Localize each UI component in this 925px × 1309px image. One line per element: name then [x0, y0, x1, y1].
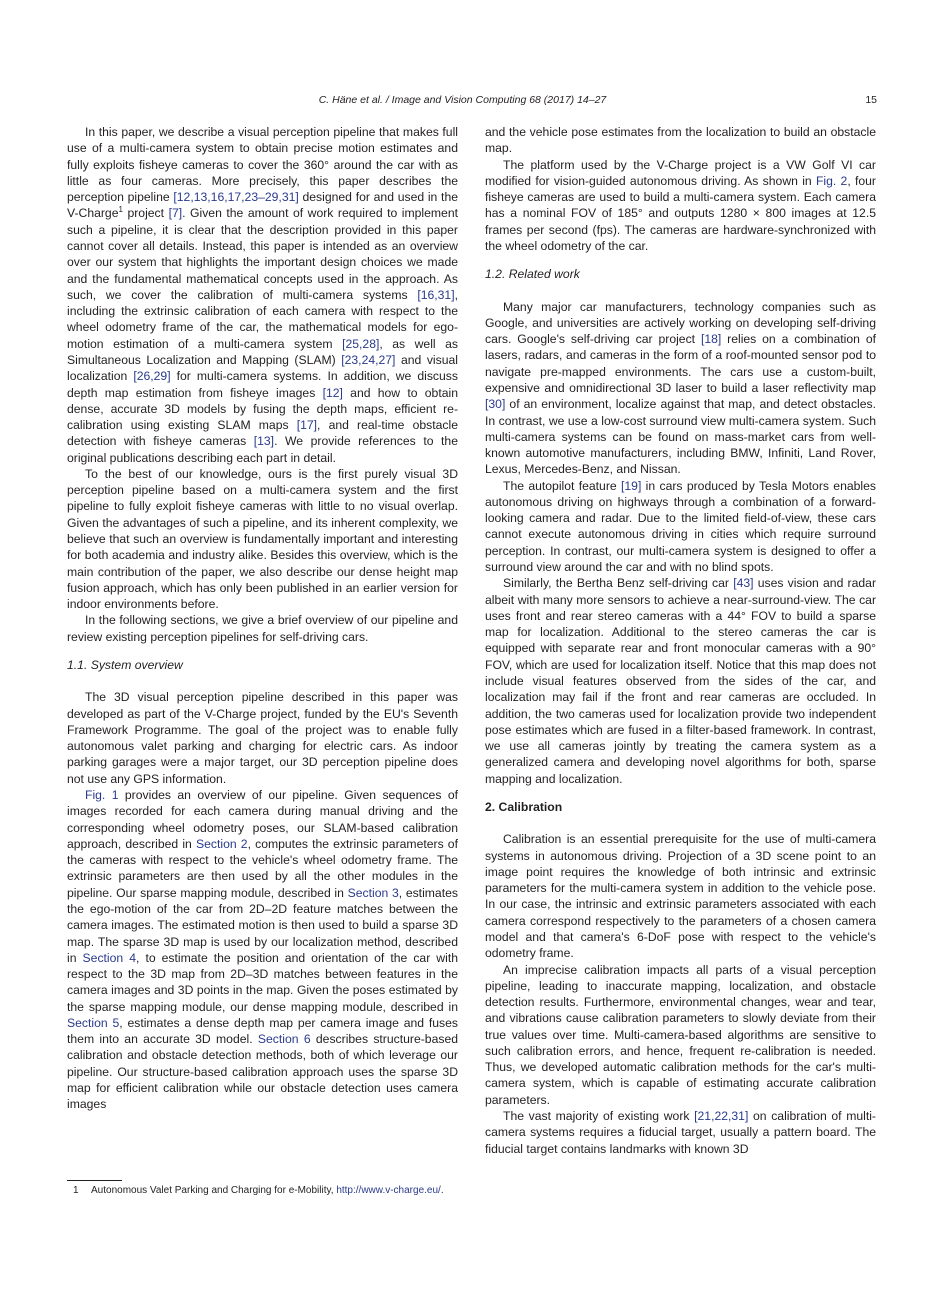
subsection-heading: 1.1. System overview	[67, 658, 183, 672]
paragraph: In this paper, we describe a visual perception pipeline that makes full use of a multi-camera system to obtain precise motion estimates and fully exploits fisheye cameras to cover the 360° around the car with as little as four cameras. More precisely, this paper describes the perception pipeline [12,13,16,17,23–29,31] designed for and used in the V-Charge$^1$ project [7]. Given the amount of work required to implement such a pipeline, it is clear that the description provided in this paper cannot cover all details. Instead, this paper is intended as an overview over our system that highlights the important design choices we made and the fundamental mathematical concepts used in the approach. As such, we cover the calibration of multi-camera systems [16,31], including the extrinsic calibration of each camera with respect to the wheel odometry frame of the car, the mathematical models for ego-motion estimation of a multi-camera system [25,28], as well as Simultaneous Localization and Mapping (SLAM) [23,24,27] and visual localization [26,29] for multi-camera systems. In addition, we discuss depth map estimation from fisheye images [12] and how to obtain dense, accurate 3D models by fusing the depth maps, efficient re-calibration using existing SLAM maps [17], and real-time obstacle detection with fisheye cameras [13]. We provide references to the original publications describing each part in detail.	[67, 125, 459, 465]
footnote-number: 1	[73, 1185, 79, 1196]
left-column	[67, 124, 458, 1113]
paragraph: Fig. 1 provides an overview of our pipeline. Given sequences of images recorded for each camera during manual driving and the corresponding wheel odometry poses, our SLAM-based calibration approach, described in Section 2, computes the extrinsic parameters of the cameras with respect to the vehicle's wheel odometry frame. The extrinsic parameters are then used by all the other modules in the pipeline. Our sparse mapping module, described in Section 3, estimates the ego-motion of the car from 2D–2D feature matches between the camera images. The estimated motion is then used to build a sparse 3D map. The sparse 3D map is used by our localization method, described in Section 4, to estimate the position and orientation of the car with respect to the 3D map from 2D–3D matches between features in the camera images and 3D points in the map. Given the poses estimated by the sparse mapping module, our dense mapping module, described in Section 5, estimates a dense depth map per camera image and fuses them into an accurate 3D model. Section 6 describes structure-based calibration and obstacle detection methods, both of which leverage our pipeline. Our structure-based calibration approach uses the sparse 3D map for efficient calibration while our obstacle detection uses camera images	[67, 787, 459, 1112]
citation-link[interactable]: [12]	[322, 385, 343, 400]
paragraph: The vast majority of existing work [21,22,31] on calibration of multi-camera systems requires a fiducial target, usually a pattern board. The fiducial target contains landmarks with known 3D	[485, 1109, 876, 1156]
citation-link[interactable]: [30]	[485, 397, 506, 412]
section-heading: 2. Calibration	[485, 799, 563, 814]
citation-link[interactable]: [7]	[168, 206, 183, 221]
page-header	[0, 94, 925, 110]
right-column	[485, 124, 876, 1157]
paragraph: The 3D visual perception pipeline described in this paper was developed as part of the V-Charge project, funded by the EU's Seventh Framework Programme. The goal of the project was to enable fully autonomous valet parking and charging for electric cars. As indoor parking garages were a major target, our 3D perception pipeline does not use any GPS information.	[67, 690, 458, 786]
footnote-text: Autonomous Valet Parking and Charging for e-Mobility,	[91, 1185, 337, 1196]
paragraph: The autopilot feature [19] in cars produced by Tesla Motors enables autonomous driving on highways through a combination of a forward-looking camera and radar. Due to the limited field-of-view, these cars cannot execute autonomous driving in cities which require surround perception. In contrast, our multi-camera system is designed to offer a surround view around the car and with no blind spots.	[485, 478, 876, 575]
paragraph: An imprecise calibration impacts all parts of a visual perception pipeline, leading to inaccurate mapping, localization, and obstacle detection results. Furthermore, environmental changes, wear and tear, and vibrations cause calibration parameters to slowly deviate from their true values over time. Multi-camera-based algorithms are sensitive to such calibration errors, and hence, frequent re-calibration is needed. Thus, we developed automatic calibration methods for the car's multi-camera system, which is capable of estimating accurate calibration parameters.	[485, 962, 876, 1107]
paragraph: Similarly, the Bertha Benz self-driving car [43] uses vision and radar albeit with many more sensors to achieve a near-surround-view. The car uses front and rear stereo cameras with a 44° FOV to build a sparse map for localization. Additional to the stereo cameras the car is equipped with separate rear and front monocular cameras with a 90° FOV, which are used for localization itself. Notice that this map does not include visual features observed from the sides of the car, and localization may fail if the front and rear cameras are occluded. In addition, the two cameras used for localization provide two independent pose estimates which are fused in a filter-based framework. In contrast, we use all cameras jointly by treating the camera system as a generalized camera and developing novel algorithms for both, sparse mapping and localization.	[485, 576, 877, 786]
section-link[interactable]: Section 2	[195, 836, 248, 851]
citation-link[interactable]: [23,24,27]	[341, 352, 396, 367]
footnote: 1 Autonomous Valet Parking and Charging for e-Mobility, http://www.v-charge.eu/.	[67, 1185, 467, 1196]
citation-link[interactable]: [26,29]	[133, 369, 171, 384]
section-link[interactable]: Section 3	[347, 885, 399, 900]
figure-link[interactable]: Fig. 1	[85, 787, 119, 802]
footnote-marker[interactable]: 1	[118, 205, 123, 215]
citation-link[interactable]: [43]	[733, 576, 754, 591]
section-link[interactable]: Section 6	[257, 1032, 311, 1047]
citation-link[interactable]: [12,13,16,17,23–29,31]	[173, 190, 299, 205]
figure-link[interactable]: Fig. 2	[815, 173, 848, 188]
page-number: 15	[865, 94, 877, 106]
paragraph: In the following sections, we give a brief overview of our pipeline and review existing perception pipelines for self-driving cars.	[67, 613, 458, 644]
section-link[interactable]: Section 4	[82, 950, 137, 965]
paragraph: Many major car manufacturers, technology companies such as Google, and universities are actively working on developing self-driving cars. Google's self-driving car project [18] relies on a combination of lasers, radars, and cameras in the form of a roof-mounted sensor pod to navigate pre-mapped environments. The cars use a custom-built, expensive and omnidirectional 3D laser to build a laser reflectivity map [30] of an environment, localize against that map, and detect obstacles. In contrast, we use a low-cost surround view multi-camera system. Such multi-camera systems can be found on mass-market cars from well-known automotive manufacturers, including BMW, Infiniti, Land Rover, Lexus, Mercedes-Benz, and Nissan.	[485, 299, 876, 477]
running-title: C. Häne et al. / Image and Vision Computing 68 (2017) 14–27	[318, 94, 607, 106]
citation-link[interactable]: [25,28]	[342, 336, 380, 351]
citation-link[interactable]: [13]	[253, 434, 275, 449]
citation-link[interactable]: [21,22,31]	[694, 1109, 749, 1124]
section-link[interactable]: Section 5	[67, 1015, 120, 1030]
footnote-rule	[67, 1180, 122, 1181]
citation-link[interactable]: [17]	[296, 418, 318, 433]
citation-link[interactable]: [19]	[621, 478, 642, 493]
paragraph: and the vehicle pose estimates from the localization to build an obstacle map.	[485, 125, 876, 156]
citation-link[interactable]: [16,31]	[417, 287, 455, 302]
paragraph: To the best of our knowledge, ours is the first purely visual 3D perception pipeline based on a multi-camera system and the first pipeline to fully exploit fisheye cameras with little to no visual overlap. Given the advantages of such a pipeline, and its inherent complexity, we believe that such an overview is fundamentally important and interesting for both academia and industry alike. Besides this overview, which is the main contribution of the paper, we also describe our dense height map fusion approach, which has only been published in an earlier version for indoor environments before.	[67, 466, 458, 612]
paragraph: The platform used by the V-Charge project is a VW Golf VI car modified for vision-guided autonomous driving. As shown in Fig. 2, four fisheye cameras are used to build a multi-camera system. Each camera has a nominal FOV of 185° and outputs 1280 × 800 images at 12.5 frames per second (fps). The cameras are hardware-synchronized with the wheel odometry of the car.	[485, 157, 876, 253]
paragraph: Calibration is an essential prerequisite for the use of multi-camera systems in autonomous driving. Projection of a 3D scene point to an image point requires the knowledge of both intrinsic and extrinsic parameters for the multi-camera system in addition to the vehicle pose. In our case, the intrinsic and extrinsic parameters associated with each camera correspond respectively to the parameters of a chosen camera model and that camera's 6-DoF pose with respect to the vehicle's odometry frame.	[485, 832, 876, 961]
citation-link[interactable]: [18]	[700, 332, 722, 347]
footnote-url-link[interactable]: http://www.v-charge.eu/	[336, 1185, 441, 1196]
subsection-heading: 1.2. Related work	[485, 267, 580, 282]
